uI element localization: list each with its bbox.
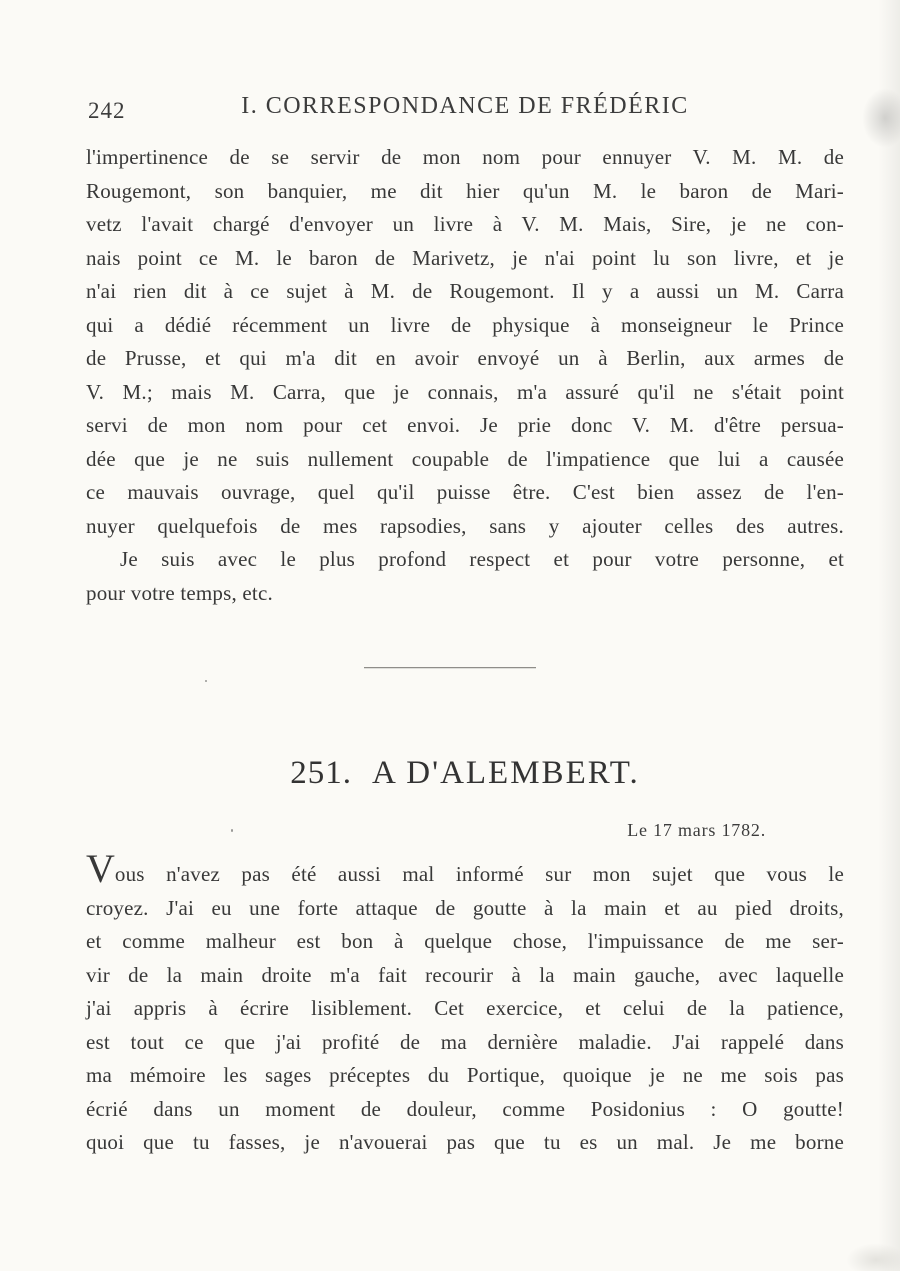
text-line: vetz l'avait chargé d'envoyer un livre à V. M. Mais, Sire, je ne con- [86, 212, 844, 236]
text-line: qui a dédié récemment un livre de physique à monseigneur le Prince [86, 312, 844, 337]
ink-speck [205, 680, 207, 682]
text-line: vir de la main droite m'a fait recourir à la main gauche, avec laquelle [86, 962, 844, 987]
letter-251-body [86, 846, 844, 1160]
text-line-with-initial [86, 846, 844, 892]
letter-250-continuation [86, 141, 844, 610]
text-line: nais point ce M. le baron de Marivetz, je n'ai point lu son livre, et je [86, 245, 844, 270]
text-line: et comme malheur est bon à quelque chose, l'impuissance de me ser- [86, 929, 844, 953]
text-line: dée que je ne suis nullement coupable de l'impatience que lui a causée [86, 446, 844, 471]
letter-number: 251. [290, 755, 353, 791]
page-number: 242 [88, 98, 126, 123]
initial-capital: V [86, 846, 115, 891]
text-line: ce mauvais ouvrage, quel qu'il puisse être. C'est bien assez de l'en- [86, 480, 844, 504]
section-divider [364, 667, 536, 668]
running-title: I. CORRESPONDANCE DE FRÉDÉRIC [241, 93, 689, 119]
text-line: nuyer quelquefois de mes rapsodies, sans y ajouter celles des autres. [86, 513, 844, 538]
text-line: V. M.; mais M. Carra, que je connais, m'a assuré qu'il ne s'était point [86, 379, 844, 404]
closing-line: pour votre temps, etc. [86, 580, 273, 605]
text-line: l'impertinence de se servir de mon nom pour ennuyer V. M. M. de [86, 145, 844, 169]
scan-edge-shadow [878, 0, 900, 1271]
letter-heading [86, 755, 844, 792]
text-line: écrié dans un moment de douleur, comme Posidonius : O goutte! [86, 1096, 844, 1121]
closing-line: Je suis avec le plus profond respect et pour votre personne, et [120, 547, 844, 571]
text-line: est tout ce que j'ai profité de ma dernière maladie. J'ai rappelé dans [86, 1029, 844, 1054]
text-line: j'ai appris à écrire lisiblement. Cet exercice, et celui de la patience, [86, 996, 844, 1020]
text-line: ma mémoire les sages préceptes du Portique, quoique je ne me sois pas [86, 1063, 844, 1087]
text-line: quoi que tu fasses, je n'avouerai pas que tu es un mal. Je me borne [86, 1130, 844, 1154]
text-line: servi de mon nom pour cet envoi. Je prie donc V. M. d'être persua- [86, 413, 844, 437]
text-line: croyez. J'ai eu une forte attaque de goutte à la main et au pied droits, [86, 895, 844, 920]
dateline: Le 17 mars 1782. [627, 820, 766, 840]
page-header [86, 93, 844, 123]
text-line: Rougemont, son banquier, me dit hier qu'un M. le baron de Mari- [86, 178, 844, 203]
text-line: de Prusse, et qui m'a dit en avoir envoyé un à Berlin, aux armes de [86, 346, 844, 370]
letter-title: A D'ALEMBERT. [372, 755, 640, 791]
text-line: n'ai rien dit à ce sujet à M. de Rougemont. Il y a aussi un M. Carra [86, 279, 844, 303]
scan-smudge [846, 1243, 900, 1271]
scan-smudge [862, 88, 900, 148]
text-line: ous n'avez pas été aussi mal informé sur mon sujet que vous le [114, 862, 844, 886]
ink-speck [231, 829, 233, 832]
